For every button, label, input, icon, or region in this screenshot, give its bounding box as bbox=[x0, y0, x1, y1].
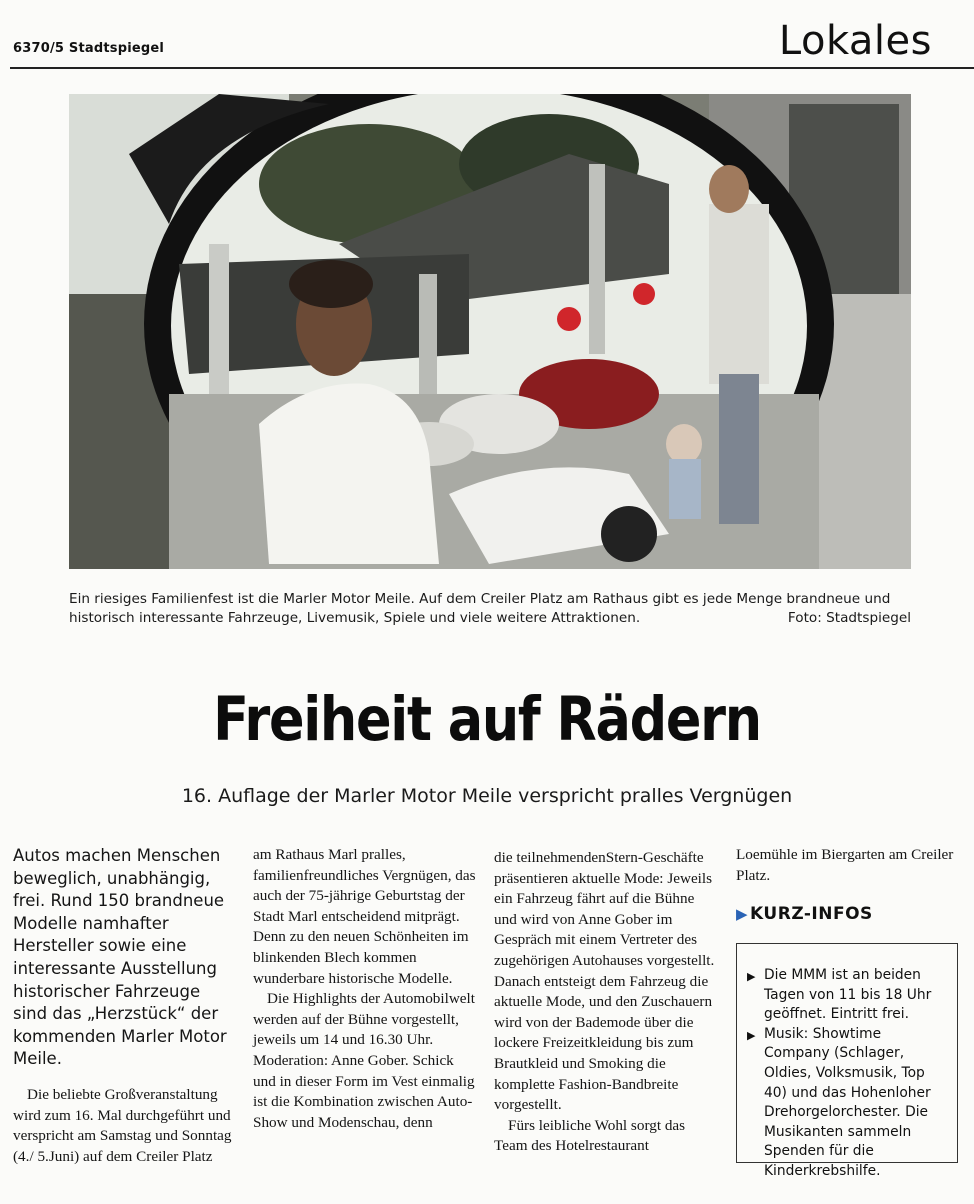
section-title: Lokales bbox=[778, 18, 932, 64]
body-paragraph: Fürs leibliche Wohl sorgt das Team des Hotelrestaurant bbox=[494, 1116, 686, 1155]
triangle-right-icon: ▶ bbox=[736, 905, 749, 923]
kurz-infos-title: KURZ-INFOS bbox=[750, 904, 873, 924]
mirror-photo-graphic bbox=[69, 94, 911, 569]
subheadline: 16. Auflage der Marler Motor Meile verspricht pralles Vergnügen bbox=[181, 785, 793, 807]
body-paragraph: Die Highlights der Automobilwelt werden auf der Bühne vorgestellt, jeweils um 14 und 16.30 Uhr. Moderation: Anne Gober. Schick und in dieser Form im Vest einmalig ist die Kombination zwischen Auto-Show und Modenschau, denn bbox=[253, 990, 475, 1131]
kurz-infos-heading bbox=[736, 904, 873, 924]
article-column-3 bbox=[494, 848, 716, 1157]
body-paragraph: die teilnehmendenStern-Geschäfte präsentieren aktuelle Mode: Jeweils ein Fahrzeug fährt auf die Bühne und wird von Anne Gober im Gespräch mit einem Vertreter des zugehörigen Autohauses vorgestellt. Danach entsteigt dem Fahrzeug die aktuelle Mode, und den Zuschauern wird von der Bademode über die lockere Freizeitkleidung bis zum Brautkleid und Smoking die komplette Fashion-Bandbreite vorgestellt. bbox=[494, 849, 715, 1114]
body-paragraph: Loemühle im Biergarten am Creiler Platz. bbox=[736, 846, 954, 884]
bullet-arrow-icon: ▶ bbox=[747, 1028, 756, 1042]
kurz-infos-list bbox=[743, 966, 951, 1182]
headline: Freiheit auf Rädern bbox=[213, 684, 761, 755]
list-item bbox=[743, 966, 951, 1025]
caption-line-2: historisch interessante Fahrzeuge, Livemusik, Spiele und viele weitere Attraktionen. bbox=[69, 610, 641, 626]
article-column-1 bbox=[13, 845, 233, 1167]
article-photo bbox=[69, 94, 911, 569]
body-paragraph: Die beliebte Großveranstaltung wird zum 16. Mal durchgeführt und verspricht am Samstag und Sonntag (4./ 5.Juni) auf dem Creiler Platz bbox=[13, 1085, 232, 1165]
list-item-text: Musik: Showtime Company (Schlager, Oldies, Volksmusik, Top 40) und das Hohenloher Drehorgelorchester. Die Musikanten sammeln Spenden für die Kinderkrebshilfe. bbox=[764, 1025, 931, 1179]
lead-paragraph: Autos machen Menschen beweglich, unabhängig, frei. Rund 150 brandneue Modelle namhafter Hersteller sowie eine interessante Ausstellung historischer Fahrzeuge sind das „Herzstück“ der kommenden Marler Motor Meile. bbox=[13, 846, 227, 1069]
kurz-infos-box bbox=[736, 943, 958, 1179]
photo-caption bbox=[69, 590, 919, 628]
issue-label: 6370/5 Stadtspiegel bbox=[13, 41, 165, 56]
photo-credit: Foto: Stadtspiegel bbox=[787, 610, 911, 626]
list-item bbox=[743, 1025, 951, 1182]
article-column-4 bbox=[736, 845, 966, 886]
article-column-2 bbox=[253, 845, 476, 1133]
header-rule bbox=[10, 67, 974, 69]
list-item-text: Die MMM ist an beiden Tagen von 11 bis 18 Uhr geöffnet. Eintritt frei. bbox=[764, 967, 932, 1023]
bullet-arrow-icon: ▶ bbox=[747, 970, 756, 983]
body-paragraph: am Rathaus Marl pralles, familienfreundliches Vergnügen, das auch der 75-jährige Geburtstag der Stadt Marl entscheidend mitprägt. Denn zu den neuen Schönheiten im blinkenden Blech kommen wunderbare historische Modelle. bbox=[253, 846, 476, 987]
caption-line-1: Ein riesiges Familienfest ist die Marler Motor Meile. Auf dem Creiler Platz am Rathaus gibt es jede Menge brandneue und bbox=[69, 591, 891, 607]
